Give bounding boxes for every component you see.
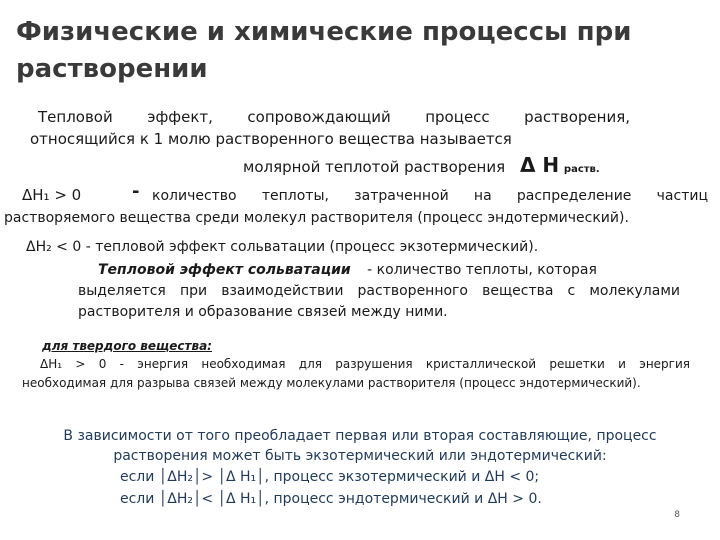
conclusion-line-3: если │ΔH₂│> │Δ H₁│, процесс экзотермический и ΔH < 0; [120, 469, 540, 485]
dh1-line-2: растворяемого вещества среди молекул растворителя (процесс эндотермический). [4, 210, 629, 226]
solid-line-1: ΔH₁ > 0 - энергия необходимая для разрушения кристаллической решетки и энергия [40, 357, 690, 371]
solvation-line-1 [98, 261, 680, 279]
intro-line-2: относящийся к 1 молю растворенного вещества называется [30, 130, 512, 148]
dh2-line: ΔH₂ < 0 - тепловой эффект сольватации (процесс экзотермический). [26, 239, 539, 255]
solvation-term: Тепловой эффект сольватации [98, 262, 351, 278]
conclusion-line-1: В зависимости от того преобладает первая или вторая составляющие, процесс [63, 428, 657, 444]
conclusion-line-4: если │ΔH₂│< │Δ H₁│, процесс эндотермический и ΔH > 0. [120, 491, 542, 507]
solid-heading: для твердого вещества: [42, 339, 212, 353]
page-number: 8 [674, 510, 680, 520]
molar-heat-line [243, 153, 600, 179]
molar-heat-term: молярной теплотой растворения [243, 158, 506, 176]
dh1-dash: - [132, 181, 140, 202]
solvation-line-3: растворителя и образование связей между ними. [78, 304, 448, 320]
page-title: Физические и химические процессы при растворении [16, 17, 632, 84]
delta-h-subscript: раств. [563, 164, 600, 175]
conclusion-line-2: растворения может быть экзотермический или эндотермический: [113, 448, 607, 464]
solid-line-2: необходимая для разрыва связей между молекулами растворителя (процесс эндотермический). [22, 376, 641, 390]
solvation-line-1-rest: - количество теплоты, которая [367, 262, 597, 278]
dh1-line-1: количество теплоты, затраченной на распределение частиц [152, 188, 708, 204]
solvation-line-2: выделяется при взаимодействии растворенного вещества с молекулами [78, 283, 680, 299]
intro-line-1: Тепловой эффект, сопровождающий процесс растворения, [38, 108, 630, 126]
dh1-lead: ΔH₁ > 0 [22, 186, 82, 204]
delta-h-symbol: Δ H [519, 153, 560, 177]
